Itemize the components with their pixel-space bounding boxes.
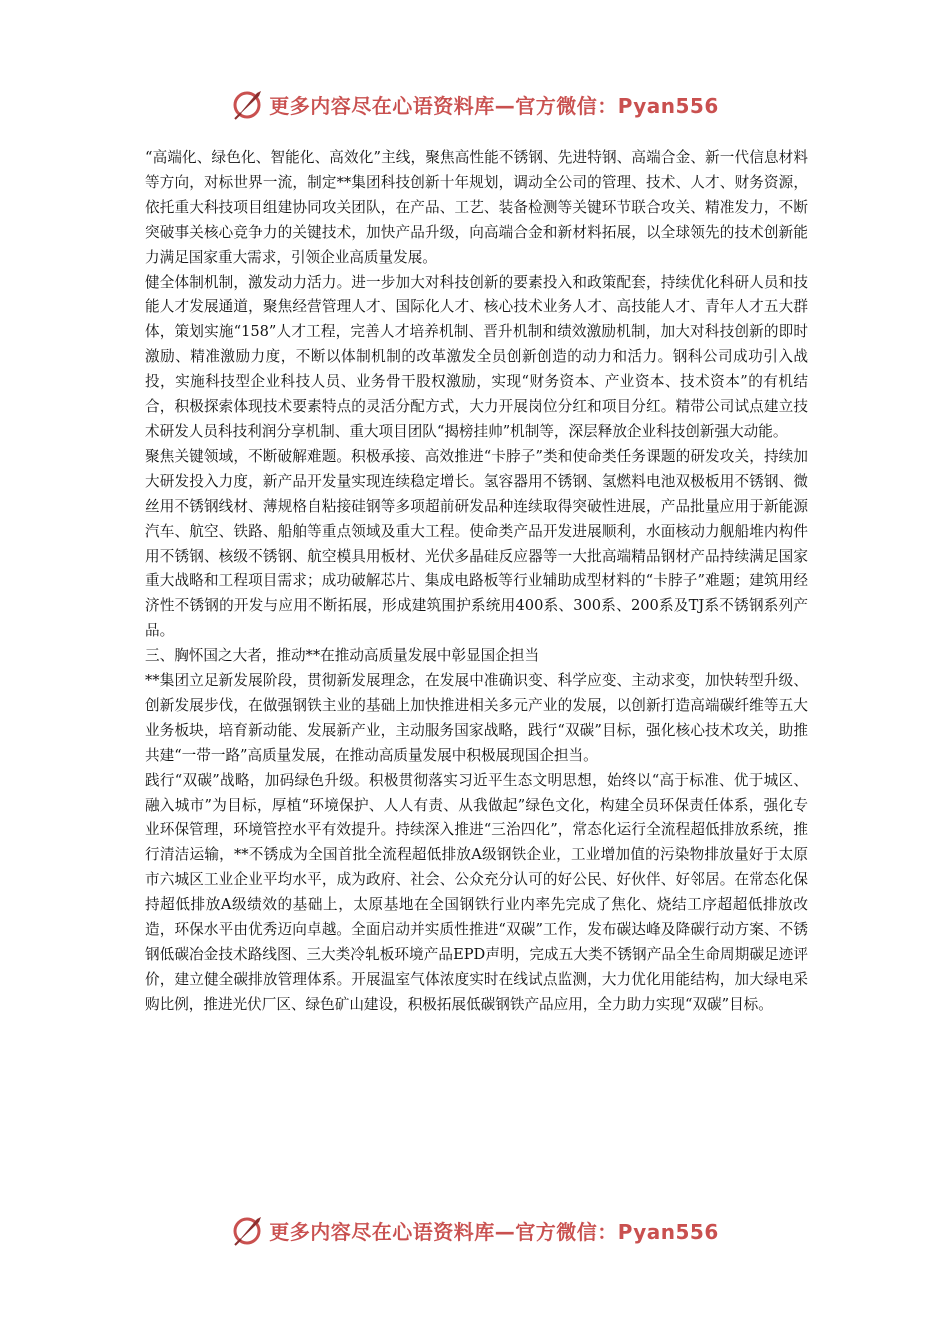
- header-banner: [0, 84, 950, 124]
- footer-banner: [0, 1210, 950, 1250]
- paragraph-3: 聚焦关键领域，不断破解难题。积极承接、高效推进“卡脖子”类和使命类任务课题的研发攻关，持续加大研发投入力度，新产品开发量实现连续稳定增长。氢容器用不锈钢、氢燃料电池双极板用不锈钢、微丝用不锈钢线材、薄规格自粘接硅钢等多项超前研发品种连续取得突破性进展，产品批量应用于新能源汽车、航空、铁路、船舶等重点领域及重大工程。使命类产品开发进展顺利，水面核动力舰船堆内构件用不锈钢、核级不锈钢、航空模具用板材、光伏多晶硅反应器等一大批高端精品钢材产品持续满足国家重大战略和工程项目需求；成功破解芯片、集成电路板等行业辅助成型材料的“卡脖子”难题；建筑用经济性不锈钢的开发与应用不断拓展，形成建筑围护系统用400系、300系、200系及TJ系不锈钢系列产品。: [145, 447, 808, 640]
- quill-pen-logo-icon: [231, 87, 265, 121]
- paragraph-4: **集团立足新发展阶段，贯彻新发展理念，在发展中准确识变、科学应变、主动求变，加快转型升级、创新发展步伐，在做强钢铁主业的基础上加快推进相关多元产业的发展，以创新打造高端碳纤维等五大业务板块，培育新动能、发展新产业，主动服务国家战略，践行“双碳”目标，强化核心技术攻关，助推共建“一带一路”高质量发展，在推动高质量发展中积极展现国企担当。: [145, 672, 808, 764]
- footer-banner-text: 更多内容尽在心语资料库—官方微信：Pyan556: [269, 1219, 719, 1244]
- section-heading-3: 三、胸怀国之大者，推动**在推动高质量发展中彰显国企担当: [145, 647, 540, 665]
- paragraph-1: “高端化、绿色化、智能化、高效化”主线，聚焦高性能不锈钢、先进特钢、高端合金、新一代信息材料等方向，对标世界一流，制定**集团科技创新十年规划，调动全公司的管理、技术、人才、财务资源，依托重大科技项目组建协同攻关团队，在产品、工艺、装备检测等关键环节联合攻关、精准发力，不断突破事关核心竞争力的关键技术，加快产品升级，向高端合金和新材料拓展，以全球领先的技术创新能力满足国家重大需求，引领企业高质量发展。: [145, 149, 808, 266]
- header-banner-text: 更多内容尽在心语资料库—官方微信：Pyan556: [269, 93, 719, 118]
- paragraph-2: 健全体制机制，激发动力活力。进一步加大对科技创新的要素投入和政策配套，持续优化科研人员和技能人才发展通道，聚焦经营管理人才、国际化人才、核心技术业务人才、高技能人才、青年人才五大群体，策划实施“158”人才工程，完善人才培养机制、晋升机制和绩效激励机制，加大对科技创新的即时激励、精准激励力度，不断以体制机制的改革激发全员创新创造的动力和活力。钢科公司成功引入战投，实施科技型企业科技人员、业务骨干股权激励，实现“财务资本、产业资本、技术资本”的有机结合，积极探索体现技术要素特点的灵活分配方式，大力开展岗位分红和项目分红。精带公司试点建立技术研发人员科技利润分享机制、重大项目团队“揭榜挂帅”机制等，深层释放企业科技创新强大动能。: [145, 273, 808, 440]
- document-body: [145, 146, 808, 1018]
- paragraph-5: 践行“双碳”战略，加码绿色升级。积极贯彻落实习近平生态文明思想，始终以“高于标准、优于城区、融入城市”为目标，厚植“环境保护、人人有责、从我做起”绿色文化，构建全员环保责任体系，强化专业环保管理，环境管控水平有效提升。持续深入推进“三治四化”，常态化运行全流程超低排放系统，推行清洁运输，**不锈成为全国首批全流程超低排放A级钢铁企业，工业增加值的污染物排放量好于太原市六城区工业企业平均水平，成为政府、社会、公众充分认可的好公民、好伙伴、好邻居。在常态化保持超低排放A级绩效的基础上，太原基地在全国钢铁行业内率先完成了焦化、烧结工序超超低排放改造，环保水平由优秀迈向卓越。全面启动并实质性推进“双碳”工作，发布碳达峰及降碳行动方案、不锈钢低碳冶金技术路线图、三大类冷轧板环境产品EPD声明，完成五大类不锈钢产品全生命周期碳足迹评价，建立健全碳排放管理体系。开展温室气体浓度实时在线试点监测，大力优化用能结构，加大绿电采购比例，推进光伏厂区、绿色矿山建设，积极拓展低碳钢铁产品应用，全力助力实现“双碳”目标。: [145, 771, 808, 1013]
- quill-pen-logo-icon: [231, 1213, 265, 1247]
